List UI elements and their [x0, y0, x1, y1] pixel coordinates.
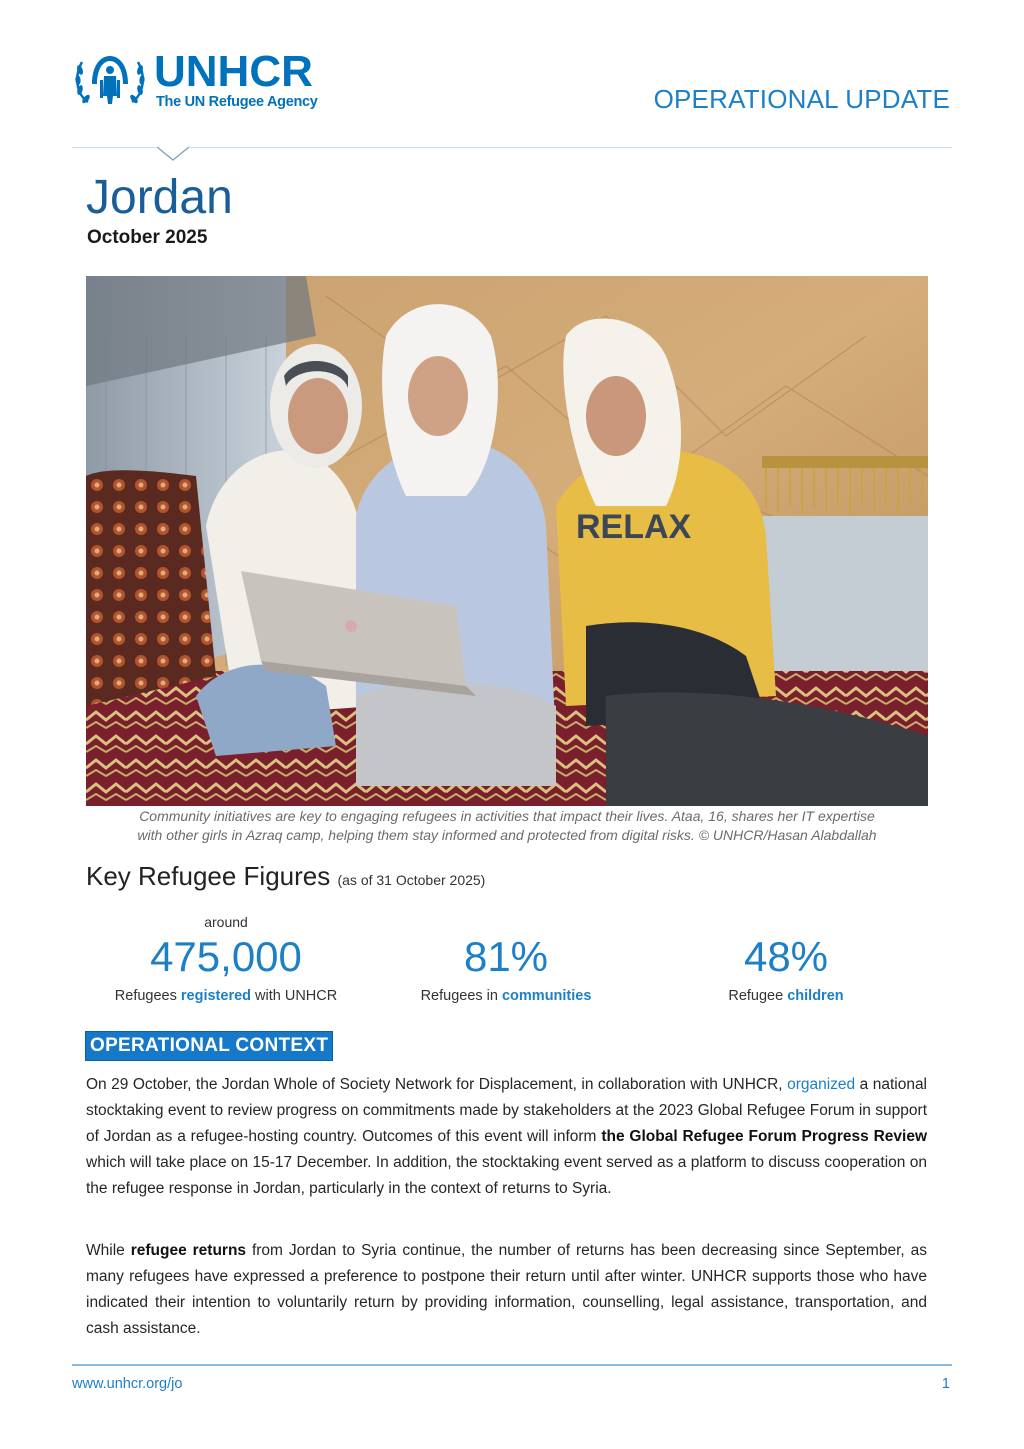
caption-line-2: with other girls in Azraq camp, helping them stay informed and protected from digital risks. © UNHCR/Hasan Alabdallah [137, 827, 877, 843]
para-text: On 29 October, the Jordan Whole of Society Network for Displacement, in collaboration with UNHCR, [86, 1076, 788, 1093]
figure-registered [76, 912, 376, 1004]
unhcr-logo [72, 47, 342, 112]
figure-prefix [356, 912, 656, 932]
shirt-text: RELAX [576, 508, 692, 546]
report-period: October 2025 [87, 227, 208, 248]
figure-value: 48% [743, 933, 829, 980]
key-figures-date: (as of 31 October 2025) [337, 872, 486, 888]
figure-children [636, 912, 936, 1004]
figure-value: 81% [463, 933, 549, 980]
document-type: OPERATIONAL UPDATE [653, 84, 950, 114]
label-text: Refugees in [420, 988, 502, 1004]
label-text: with UNHCR [251, 988, 338, 1004]
caption-line-1: Community initiatives are key to engaging refugees in activities that impact their lives. Ataa, 16, shares her IT expertise [139, 808, 875, 824]
figure-label [76, 988, 376, 1004]
figure-label [636, 988, 936, 1004]
key-figures-heading [86, 861, 485, 892]
context-paragraph-2 [86, 1238, 927, 1342]
figure-link-registered[interactable]: registered [180, 988, 252, 1004]
page-number: 1 [941, 1376, 950, 1392]
page-title: Jordan [86, 171, 233, 224]
figure-communities [356, 912, 656, 1004]
para-text: a national stocktaking event to review progress on commitments made by stakeholders at the 2023 Global Refugee Forum in support of Jordan as a refugee-hosting country. Outcomes of this event will inform [86, 1076, 928, 1145]
cover-photo [86, 276, 928, 806]
label-text: Refugees [114, 988, 181, 1004]
photo-caption [86, 807, 928, 845]
organized-link[interactable]: organized [787, 1076, 856, 1093]
figure-label [356, 988, 656, 1004]
label-text: Refugee [728, 988, 788, 1004]
figure-prefix: around [204, 914, 248, 930]
para-text: from Jordan to Syria continue, the number of returns has been decreasing since September, as many refugees have expressed a preference to postpone their return until after winter. UNHCR supports those who have indicated their intention to voluntarily return by providing information, counselling, legal assistance, transportation, and cash assistance. [86, 1242, 927, 1337]
para-text: While [86, 1242, 131, 1259]
logo-wordmark: UNHCR [154, 47, 313, 96]
context-paragraph-1 [86, 1072, 927, 1202]
logo-tagline: The UN Refugee Agency [156, 94, 318, 110]
para-bold: the Global Refugee Forum Progress Review [601, 1128, 928, 1145]
para-text: which will take place on 15-17 December. In addition, the stocktaking event served as a platform to discuss cooperation on the refugee response in Jordan, particularly in the context of returns to Syria. [86, 1154, 927, 1197]
figure-prefix [636, 912, 936, 932]
unhcr-emblem-icon [72, 50, 148, 112]
figure-link-children[interactable]: children [787, 988, 844, 1004]
section-heading: OPERATIONAL CONTEXT [85, 1031, 333, 1061]
footer-website-link[interactable]: www.unhcr.org/jo [72, 1376, 183, 1392]
key-figures-title: Key Refugee Figures [86, 861, 331, 891]
footer-divider [72, 1364, 952, 1366]
figure-link-communities[interactable]: communities [501, 988, 592, 1004]
chevron-down-icon [156, 146, 190, 162]
header-divider [72, 147, 952, 148]
para-bold: refugee returns [130, 1242, 247, 1259]
figure-value: 475,000 [150, 933, 302, 980]
